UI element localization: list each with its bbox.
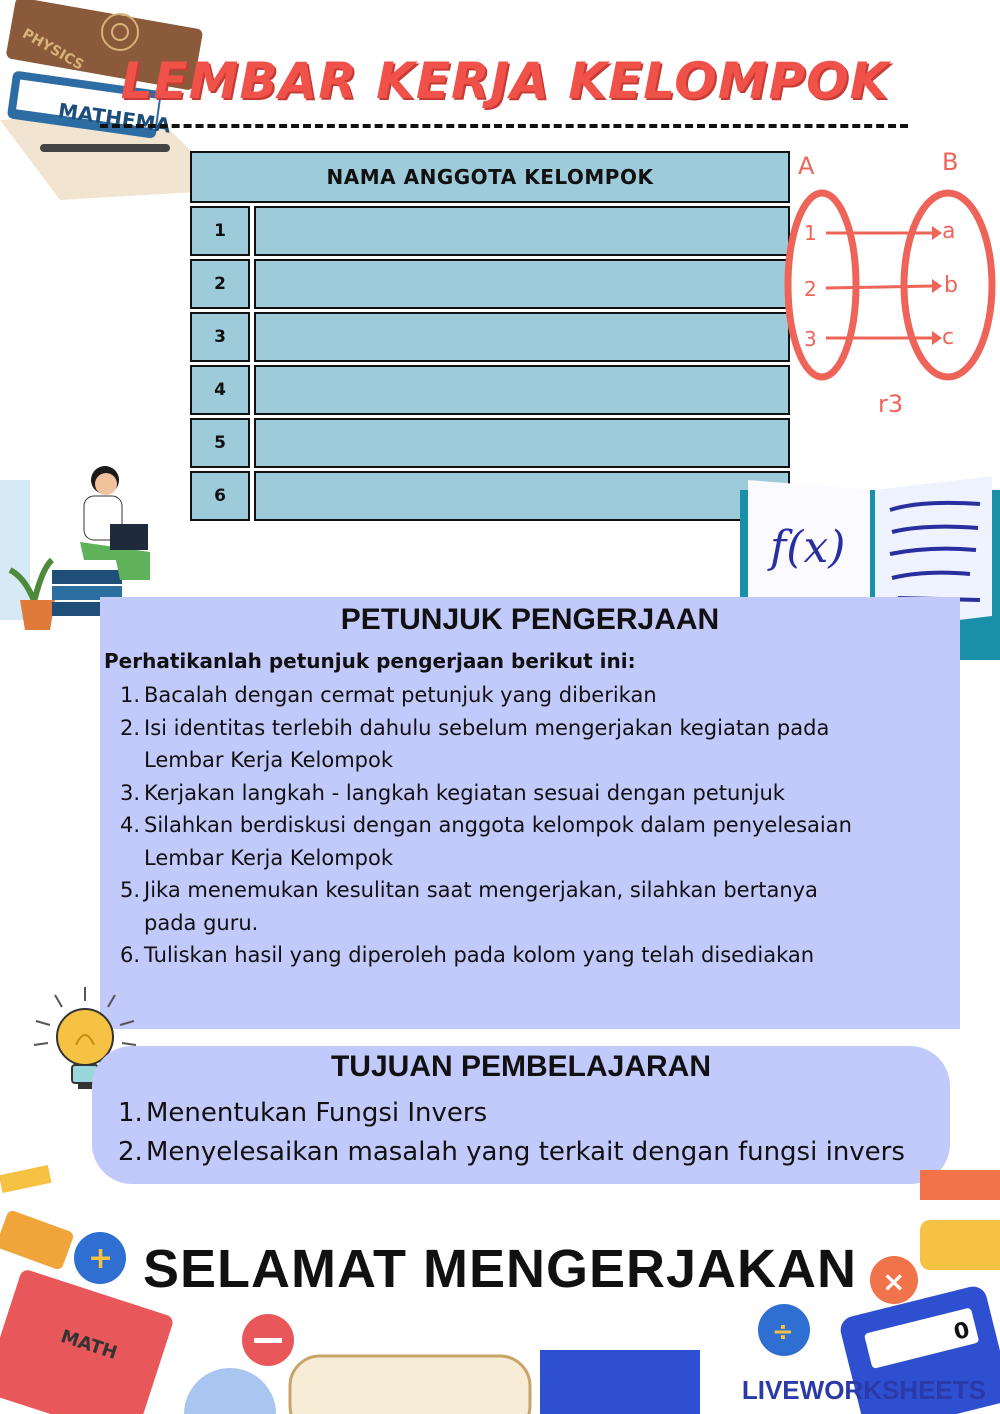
item-number: 2. [120,715,141,740]
title-divider [100,124,908,128]
item-number: 1. [118,1098,143,1128]
row-number: 6 [190,471,250,521]
domain-element: 1 [804,221,817,245]
item-text: Menentukan Fungsi Invers [146,1098,488,1128]
instructions-list [120,679,944,972]
codomain-element: c [942,325,955,350]
instructions-panel [100,597,960,1029]
item-text: Bacalah dengan cermat petunjuk yang diberikan [144,683,657,707]
list-item [120,712,944,745]
item-number: 2. [118,1137,143,1167]
member-name-field[interactable] [254,471,790,521]
item-text: Menyelesaikan masalah yang terkait dengan fungsi invers [146,1137,905,1167]
item-number: 3. [120,780,141,805]
item-text: Silahkan berdiskusi dengan anggota kelompok dalam penyelesaian [144,813,852,837]
domain-element: 2 [804,277,817,301]
book-formula-label: f(x) [770,522,846,573]
function-label: r3 [878,390,904,418]
row-number: 5 [190,418,250,468]
row-number: 1 [190,206,250,256]
row-number: 2 [190,259,250,309]
list-item [120,939,944,972]
math-book-text: MATH [58,1326,120,1364]
list-item-continued [144,842,944,875]
item-text: Lembar Kerja Kelompok [144,748,393,772]
item-number: 4. [120,813,141,837]
member-name-field[interactable] [254,312,790,362]
set-b-label: B [942,148,959,176]
codomain-element: a [942,219,956,244]
list-item-continued [144,744,944,777]
svg-text:×: × [882,1265,906,1298]
item-text: Tuliskan hasil yang diperoleh pada kolom yang telah disediakan [144,943,815,967]
item-number: 1. [120,683,141,707]
member-name-field[interactable] [254,365,790,415]
mapping-diagram [782,140,1000,430]
watermark: LIVEWORKSHEETS [741,1375,986,1405]
item-number: 6. [120,943,141,967]
list-item [120,679,944,712]
item-text: Jika menemukan kesulitan saat mengerjakan, silahkan bertanya [144,878,818,902]
svg-text:+: + [88,1241,114,1276]
item-text: Lembar Kerja Kelompok [144,845,393,870]
list-item [118,1094,905,1133]
table-row [190,365,790,415]
math-book-label: MATHEMA [56,98,173,138]
table-row [190,206,790,256]
list-item [120,777,944,810]
domain-element: 3 [804,327,817,351]
item-number: 5. [120,878,141,902]
svg-text:0: 0 [951,1317,973,1346]
item-text: Kerjakan langkah - langkah kegiatan sesuai dengan petunjuk [144,780,785,805]
instructions-lead: Perhatikanlah petunjuk pengerjaan berikut ini: [104,649,636,673]
table-row [190,418,790,468]
instructions-title: PETUNJUK PENGERJAAN [340,603,720,636]
row-number: 3 [190,312,250,362]
page-title: LEMBAR KERJA KELOMPOK [120,52,890,110]
list-item [120,874,944,907]
item-text: pada guru. [144,910,259,935]
list-item [120,809,944,842]
item-text: Isi identitas terlebih dahulu sebelum mengerjakan kegiatan pada [144,715,830,740]
row-number: 4 [190,365,250,415]
table-row [190,259,790,309]
objectives-title: TUJUAN PEMBELAJARAN [330,1050,712,1083]
set-a-label: A [798,152,815,180]
member-name-field[interactable] [254,259,790,309]
table-row [190,312,790,362]
codomain-element: b [944,273,958,298]
member-name-field[interactable] [254,206,790,256]
svg-text:÷: ÷ [772,1317,794,1347]
mapping-arrow [826,286,934,288]
closing-message: SELAMAT MENGERJAKAN [142,1239,857,1299]
table-row [190,471,790,521]
member-name-field[interactable] [254,418,790,468]
list-item-continued [144,907,944,940]
physics-book-label: PHYSICS [19,25,87,74]
members-table-header: NAMA ANGGOTA KELOMPOK [190,151,790,203]
